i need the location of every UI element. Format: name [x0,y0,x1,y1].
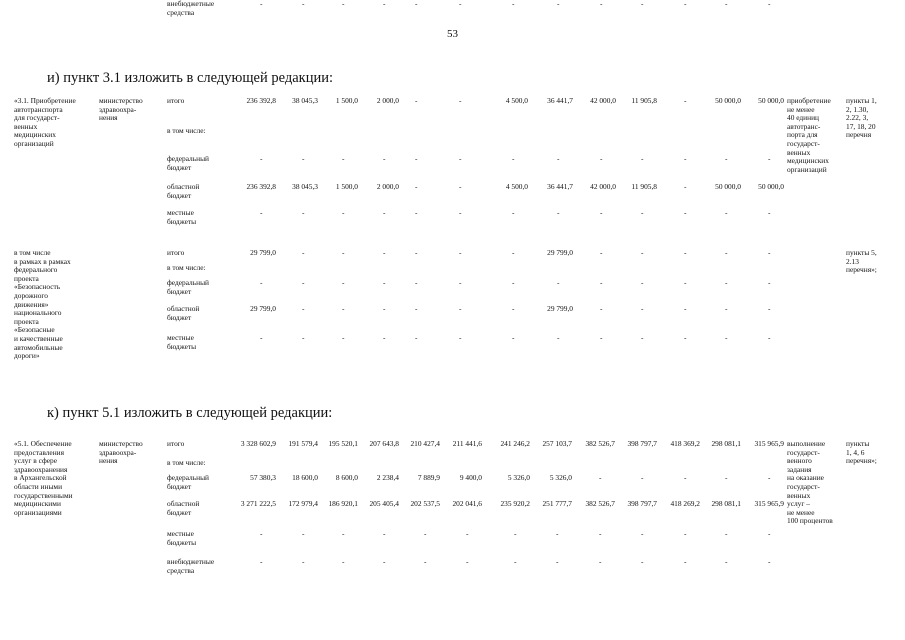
funding-value-cell: - [641,333,644,342]
funding-value-cell: - [459,208,462,217]
funding-value-cell: - [768,304,771,313]
funding-value-cell: - [725,278,728,287]
funding-value-cell: 2 000,0 [376,182,399,191]
funding-value-cell: 257 103,7 [542,439,572,448]
funding-source-label: итого [167,248,185,257]
funding-value-cell: - [768,557,771,566]
funding-value-cell: - [342,208,345,217]
funding-value-cell: - [424,529,427,538]
funding-value-cell: - [684,473,687,482]
funding-value-cell: 29 799,0 [250,304,276,313]
funding-value-cell: 11 905,8 [631,182,657,191]
funding-value-cell: 29 799,0 [547,248,573,257]
funding-value-cell: - [684,208,687,217]
funding-value-cell: - [641,154,644,163]
funding-value-cell: - [383,278,386,287]
funding-source-label: федеральный бюджет [167,154,209,172]
funding-source-label: в том числе: [167,458,206,467]
funding-source-label: в том числе: [167,126,206,135]
funding-source-label: местные бюджеты [167,208,197,226]
funding-value-cell: 8 600,0 [335,473,358,482]
funding-value-cell: - [600,208,603,217]
funding-value-cell: 50 000,0 [715,96,741,105]
funding-value-cell: 172 979,4 [288,499,318,508]
funding-value-cell: - [557,333,560,342]
funding-value-cell: 50 000,0 [758,182,784,191]
funding-source-label: областной бюджет [167,304,200,322]
funding-value-cell: - [302,529,305,538]
funding-value-cell: 18 600,0 [292,473,318,482]
funding-value-cell: - [459,182,462,191]
funding-value-cell: - [383,304,386,313]
funding-value-cell: 42 000,0 [590,96,616,105]
funding-value-cell: - [684,529,687,538]
funding-value-cell: 418 369,2 [670,439,700,448]
funding-source-label: федеральный бюджет [167,278,209,296]
funding-value-cell: - [415,0,418,8]
funding-value-cell: - [641,0,644,8]
funding-value-cell: - [260,278,263,287]
funding-value-cell: - [342,278,345,287]
funding-value-cell: - [512,333,515,342]
funding-value-cell: - [641,248,644,257]
funding-value-cell: 236 392,8 [246,96,276,105]
funding-value-cell: 7 889,9 [417,473,440,482]
funding-value-cell: - [302,154,305,163]
funding-value-cell: - [600,248,603,257]
funding-value-cell: 202 041,6 [452,499,482,508]
section-heading-3-1: и) пункт 3.1 изложить в следующей редакции: [47,70,334,86]
funding-value-cell: - [415,208,418,217]
funding-value-cell: - [383,208,386,217]
funding-value-cell: - [600,333,603,342]
funding-value-cell: - [466,529,469,538]
funding-value-cell: - [725,473,728,482]
funding-value-cell: 1 500,0 [335,96,358,105]
funding-value-cell: - [600,278,603,287]
funding-value-cell: 210 427,4 [410,439,440,448]
funding-value-cell: - [768,529,771,538]
funding-value-cell: - [512,0,515,8]
funding-value-cell: - [725,0,728,8]
funding-value-cell: 236 392,8 [246,182,276,191]
funding-source-label: областной бюджет [167,499,200,517]
funding-value-cell: - [600,304,603,313]
funding-value-cell: - [260,154,263,163]
funding-value-cell: - [302,208,305,217]
funding-value-cell: - [383,154,386,163]
funding-value-cell: 382 526,7 [585,499,615,508]
funding-value-cell: - [599,529,602,538]
funding-value-cell: - [512,304,515,313]
funding-value-cell: 207 643,8 [369,439,399,448]
funding-value-cell: 205 405,4 [369,499,399,508]
funding-value-cell: 38 045,3 [292,182,318,191]
expected-result: приобретение не менее 40 единиц автотранс- порта для государст- венных медицинских организаций [787,96,831,174]
funding-value-cell: - [459,154,462,163]
funding-source-label: федеральный бюджет [167,473,209,491]
funding-value-cell: - [599,473,602,482]
funding-value-cell: - [383,557,386,566]
list-references: пункты 1, 4, 6 перечня»; [846,439,877,466]
funding-value-cell: - [556,557,559,566]
funding-value-cell: - [641,304,644,313]
funding-value-cell: - [512,208,515,217]
list-references: пункты 1, 2, 1.30, 2.22, 3, 17, 18, 20 перечня [846,96,877,140]
funding-value-cell: 4 500,0 [505,96,528,105]
funding-value-cell: 298 081,1 [711,439,741,448]
section-heading-5-1: к) пункт 5.1 изложить в следующей редакции: [47,405,333,421]
expected-result: выполнение государст- венного задания на оказание государст- венных услуг – не менее 100 процентов [787,439,833,526]
funding-value-cell: 191 579,4 [288,439,318,448]
funding-value-cell: 3 328 602,9 [240,439,276,448]
funding-value-cell: - [415,278,418,287]
program-item-name: «3.1. Приобретение автотранспорта для государст- венных медицинских организаций [14,96,76,148]
funding-value-cell: - [302,0,305,8]
funding-value-cell: - [725,208,728,217]
funding-value-cell: 382 526,7 [585,439,615,448]
funding-value-cell: - [260,557,263,566]
funding-value-cell: - [725,333,728,342]
funding-value-cell: - [260,333,263,342]
funding-value-cell: 42 000,0 [590,182,616,191]
funding-source-label: внебюджетные средства [167,557,215,575]
funding-value-cell: 251 777,7 [542,499,572,508]
funding-value-cell: - [725,154,728,163]
funding-value-cell: - [557,0,560,8]
funding-value-cell: 50 000,0 [758,96,784,105]
funding-value-cell: - [684,278,687,287]
funding-value-cell: - [725,529,728,538]
funding-value-cell: - [684,154,687,163]
funding-value-cell: - [641,529,644,538]
funding-value-cell: - [600,154,603,163]
funding-value-cell: - [512,248,515,257]
funding-value-cell: - [302,304,305,313]
program-item-name: в том числе в рамках в рамках федерального проекта «Безопасность дорожного движения» национального проекта «Безопасные и качественные автомобильные дороги» [14,248,71,361]
funding-value-cell: 398 797,7 [627,499,657,508]
funding-value-cell: - [383,529,386,538]
funding-value-cell: 315 965,9 [754,499,784,508]
funding-value-cell: - [641,557,644,566]
funding-value-cell: - [415,182,418,191]
funding-source-label: итого [167,439,185,448]
funding-value-cell: - [556,529,559,538]
funding-value-cell: 5 326,0 [549,473,572,482]
funding-value-cell: - [459,333,462,342]
funding-value-cell: 315 965,9 [754,439,784,448]
funding-value-cell: - [514,529,517,538]
funding-value-cell: 36 441,7 [547,96,573,105]
funding-source-label: местные бюджеты [167,529,197,547]
funding-value-cell: - [512,154,515,163]
funding-value-cell: - [684,248,687,257]
funding-value-cell: 195 520,1 [328,439,358,448]
funding-value-cell: - [557,208,560,217]
funding-value-cell: - [684,333,687,342]
funding-value-cell: 398 797,7 [627,439,657,448]
funding-value-cell: - [302,278,305,287]
funding-value-cell: 211 441,6 [452,439,482,448]
funding-value-cell: - [342,557,345,566]
funding-value-cell: 3 271 222,5 [240,499,276,508]
funding-value-cell: - [459,248,462,257]
funding-value-cell: - [415,248,418,257]
funding-value-cell: - [342,333,345,342]
funding-value-cell: 298 081,1 [711,499,741,508]
funding-value-cell: - [725,248,728,257]
funding-value-cell: - [260,529,263,538]
funding-value-cell: - [768,278,771,287]
funding-value-cell: - [383,0,386,8]
funding-value-cell: 57 380,3 [250,473,276,482]
funding-value-cell: - [424,557,427,566]
funding-value-cell: 38 045,3 [292,96,318,105]
funding-source-label: внебюджетные средства [167,0,215,17]
funding-value-cell: 186 920,1 [328,499,358,508]
funding-value-cell: - [459,278,462,287]
funding-value-cell: - [415,333,418,342]
funding-value-cell: 418 269,2 [670,499,700,508]
funding-value-cell: 29 799,0 [250,248,276,257]
funding-value-cell: - [383,333,386,342]
funding-value-cell: - [383,248,386,257]
funding-value-cell: 241 246,2 [500,439,530,448]
funding-value-cell: - [415,304,418,313]
funding-value-cell: 9 400,0 [459,473,482,482]
responsible-executor: министерство здравоохра- нения [99,96,143,123]
list-references: пункты 5, 2.13 перечня»; [846,248,877,275]
funding-value-cell: - [342,248,345,257]
funding-value-cell: - [466,557,469,566]
funding-value-cell: - [415,96,418,105]
responsible-executor: министерство здравоохра- нения [99,439,143,466]
funding-source-label: в том числе: [167,263,206,272]
funding-value-cell: - [600,0,603,8]
funding-value-cell: 11 905,8 [631,96,657,105]
funding-value-cell: - [684,182,687,191]
funding-value-cell: - [684,96,687,105]
funding-value-cell: - [342,0,345,8]
funding-value-cell: - [459,96,462,105]
funding-source-label: областной бюджет [167,182,200,200]
funding-source-label: местные бюджеты [167,333,197,351]
funding-value-cell: - [768,0,771,8]
funding-value-cell: - [768,333,771,342]
funding-value-cell: 235 920,2 [500,499,530,508]
funding-value-cell: - [302,333,305,342]
funding-value-cell: - [768,473,771,482]
funding-value-cell: - [459,304,462,313]
funding-value-cell: - [260,208,263,217]
funding-value-cell: - [342,304,345,313]
funding-value-cell: - [342,154,345,163]
funding-source-label: итого [167,96,185,105]
funding-value-cell: - [599,557,602,566]
funding-value-cell: 50 000,0 [715,182,741,191]
funding-value-cell: - [514,557,517,566]
funding-value-cell: - [684,0,687,8]
funding-value-cell: - [725,304,728,313]
funding-value-cell: - [768,208,771,217]
funding-value-cell: - [260,0,263,8]
funding-value-cell: - [302,248,305,257]
funding-value-cell: - [725,557,728,566]
funding-value-cell: 36 441,7 [547,182,573,191]
funding-value-cell: 29 799,0 [547,304,573,313]
funding-value-cell: 5 326,0 [507,473,530,482]
funding-value-cell: - [641,208,644,217]
funding-value-cell: - [557,154,560,163]
funding-value-cell: - [768,248,771,257]
funding-value-cell: - [641,473,644,482]
funding-value-cell: - [768,154,771,163]
funding-value-cell: - [512,278,515,287]
funding-value-cell: - [557,278,560,287]
funding-value-cell: 202 537,5 [410,499,440,508]
funding-value-cell: - [684,557,687,566]
funding-value-cell: - [459,0,462,8]
funding-value-cell: - [342,529,345,538]
program-item-name: «5.1. Обеспечение предоставления услуг в сфере здравоохранения в Архангельской области иными государственными медицинскими организациями [14,439,73,517]
page-number: 53 [447,28,458,40]
funding-value-cell: 2 238,4 [376,473,399,482]
funding-value-cell: - [415,154,418,163]
funding-value-cell: 1 500,0 [335,182,358,191]
funding-value-cell: - [641,278,644,287]
funding-value-cell: 4 500,0 [505,182,528,191]
funding-value-cell: - [302,557,305,566]
funding-value-cell: - [684,304,687,313]
funding-value-cell: 2 000,0 [376,96,399,105]
